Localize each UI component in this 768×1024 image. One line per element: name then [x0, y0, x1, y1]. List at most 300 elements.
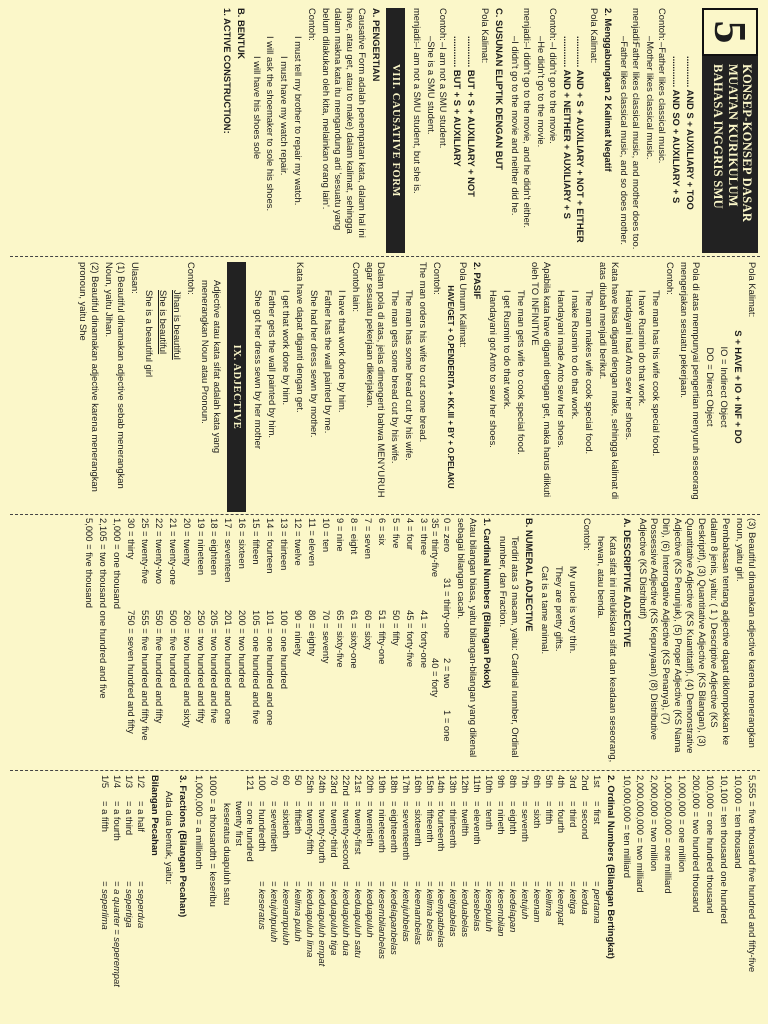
ordinal-number: 7th — [520, 775, 532, 789]
ordinal-row — [471, 775, 483, 1018]
section-heading: 1. Cardinal Numbers (Bilangan Pokok) — [482, 518, 494, 689]
ordinal-english: = seventieth — [269, 801, 281, 852]
example-line: –Mother likes classical music. — [645, 36, 657, 160]
example-line: –He didn't go to the movie. — [535, 36, 547, 148]
title-line: KONSEP-KONSEP DASAR — [740, 64, 754, 223]
example-line: Cat is a tame animal. — [540, 566, 551, 655]
ordinal-indonesian: = kedelapan — [508, 881, 520, 933]
ordinal-indonesian: = keseratus — [257, 881, 269, 930]
cardinal-item: 260 = two hundred and sixty — [181, 610, 193, 728]
cardinal-item: 21 = twenty-one — [167, 518, 179, 585]
cardinal-item: 5 = five — [390, 518, 402, 549]
example-line: The man makes wife cook special food. — [583, 290, 595, 455]
ordinal-english: = twelfth — [460, 801, 472, 837]
section-heading: C. SUSUNAN ELIPTIK DENGAN BUT — [493, 8, 505, 170]
ordinal-number: 22nd — [341, 775, 352, 796]
cardinal-item: 12 = twelve — [293, 518, 305, 566]
example-line: They are pretty gifts. — [553, 566, 565, 652]
ordinal-row — [531, 775, 543, 1018]
cardinal-item: 105 = one hundred and five — [251, 610, 263, 725]
ordinal-english: = first — [591, 801, 603, 825]
ordinal-indonesian: = kedelapanbelas — [388, 881, 400, 955]
example-line: I make Rusmin to do that work. — [569, 290, 581, 420]
ordinal-indonesian: = keenam — [532, 881, 543, 923]
cardinal-item: 100 = one hundred — [279, 610, 291, 689]
cardinal-item: 61 = sixty-one — [348, 610, 360, 669]
paragraph: Apabila kata have diganti dengan get, maka harus diikuti oleh TO INFINITIVE — [530, 262, 553, 498]
example-line: I get Rusmin to do that work. — [502, 290, 514, 410]
example — [630, 8, 642, 253]
number-line: 10,000 = ten thousand — [733, 775, 745, 869]
number-cell: 40 = forty — [430, 658, 442, 698]
ordinal-number: 5th — [543, 775, 555, 789]
ordinal-number: 14th — [436, 775, 448, 794]
ordinal-indonesian: = keduabelas — [460, 881, 472, 938]
ordinal-row — [280, 775, 292, 1018]
example-line: The man has his wife cook special food. — [651, 290, 663, 457]
number-line: 100,000 = one hundred thousand — [705, 775, 717, 914]
fraction-row — [123, 775, 135, 1018]
example-line: Jihan is beautiful — [171, 290, 183, 360]
label: Pola Kalimat: — [479, 8, 491, 64]
label: Contoh: — [185, 262, 197, 295]
example — [656, 8, 668, 253]
chapter-number: 5 — [702, 8, 758, 56]
fraction-row — [135, 775, 147, 1018]
number-line: 1,000 = one thousand — [111, 518, 123, 609]
ordinal-indonesian: = keduapuluh lima — [305, 881, 317, 958]
label: Pola Umum Kalimat: — [458, 262, 470, 348]
sub-heading: Bilangan Pecahan — [149, 775, 161, 856]
ordinal-number: 18th — [388, 775, 400, 794]
ordinal-indonesian: = kelima — [543, 881, 555, 917]
paragraph: Kata have bisa diganti dengan make, sehingga kalimat di atas diubah menjadi berikut. — [597, 262, 621, 500]
ordinal-indonesian: = keduapuluh satu — [352, 881, 364, 958]
ordinal-english: = fourth — [555, 801, 567, 834]
ordinal-row — [507, 775, 519, 1018]
ordinal-indonesian: = ketujuh — [520, 881, 532, 920]
cardinal-item: 555 = five hundred and fifty five — [139, 610, 151, 741]
cardinal-item: 14 = fourteen — [265, 518, 277, 574]
ordinal-english: = twenty-third — [329, 801, 341, 858]
number-cell: 35 = thirty-five — [430, 518, 442, 578]
number-line: 2,105 = two thousand one hundred and five — [98, 518, 109, 699]
example-line: –Father likes classical music, and so does mother. — [619, 36, 631, 245]
ordinal-row — [424, 775, 436, 1018]
cardinal-item: 8 = eight — [348, 518, 360, 555]
example — [411, 8, 423, 253]
ordinal-number: 60 — [281, 775, 293, 786]
example-line: My uncle is very thin. — [567, 566, 579, 654]
ordinal-number: 100 — [257, 775, 269, 791]
cardinal-item: 6 = six — [376, 518, 388, 546]
title-box — [702, 8, 758, 253]
ordinal-english: = sixth — [532, 801, 543, 829]
ordinal-indonesian: = ketigabelas — [448, 881, 460, 937]
example-line: I will ask the shoemaker to sole his shoes. — [265, 36, 277, 212]
ordinal-english: = seventh — [520, 801, 532, 842]
fraction-indonesian: = seperdua — [136, 881, 147, 929]
number-cell: 0 = zero — [442, 518, 454, 553]
paragraph: Dalam pola di atas, jelas dimengerti bahwa MENYURUH agar sesuatu pekerjaan dikerjakan. — [364, 262, 388, 498]
ordinal-english: = eighteenth — [388, 801, 400, 853]
ordinal-english: = twenty-fourth — [317, 801, 329, 864]
paragraph: Kata have dapat diganti dengan get. — [294, 262, 306, 413]
ordinal-number: 20th — [364, 775, 376, 794]
pattern: ............ AND + NEITHER + AUXILIARY + S — [561, 36, 573, 219]
sub-heading: 1. ACTIVE CONSTRUCTION: — [221, 8, 233, 134]
formula: S + HAVE + IO + INF + DO — [733, 330, 745, 444]
section-heading: 2. Menggabungkan 2 Kalimat Negatif — [603, 8, 615, 172]
ordinal-number: 16th — [412, 775, 424, 794]
ordinal-english: = tenth — [484, 801, 496, 830]
example-line: Handayani made Anto sew her shoes. — [555, 290, 567, 448]
cardinal-item: 205 = two hundred and five — [209, 610, 221, 724]
ordinal-row — [304, 775, 316, 1018]
cardinal-item: 201 = two hundred and one — [223, 610, 235, 725]
paragraph: (3) Beautiful dinamakan adjective karena menerangkan noun, yaitu girl. — [735, 518, 758, 748]
ordinal-english: = fiftieth — [293, 801, 305, 835]
ordinal-number: 24th — [317, 775, 329, 794]
paragraph: Pembahasan tentang adjective dapat diklompokkan ke dalam 8 jenis, yaitu: ( 1 ) Descriptive Adjective (KS Deskriptif), (3) Quantitative Adjective (KS Bilangan), (3) Quantitative Adjective (KS Kuantitatif), (4) Demonstrative Adjective (KS Penunjuk), (5) Proper Adjective (KS Nama Diri), (6) Interrogative Adjective (KS Penanya), (7) Possessive Adjective (KS Kepunyaan) (8) Distributive Adjective (KS Distributif) — [637, 518, 733, 754]
cardinal-item: 16 = sixteen — [237, 518, 249, 569]
cardinal-item: 3 = three — [418, 518, 430, 556]
ordinal-row — [400, 775, 412, 1018]
column-divider — [10, 514, 760, 515]
paragraph: Adjective atau kata sifat adalah kata yang menerangkan Noun atau Pronoun. — [199, 280, 223, 454]
number-row — [442, 518, 454, 766]
example-line: The man gets some bread cut by his wife. — [390, 290, 402, 464]
cardinal-item: 80 = eighty — [307, 610, 319, 657]
paragraph: Atau bilangan biasa, yaitu bilangan-bilangan yang dikenal sebagai bilangan cacah. — [456, 518, 480, 758]
ordinal-english: = third — [567, 801, 579, 828]
ordinal-english: = eleventh — [472, 801, 484, 845]
formula: HAVE/GET + O.PENDERITA + KK.III + BY + O.PELAKU — [446, 285, 456, 489]
ordinal-number: 3rd — [567, 775, 579, 789]
label: Contoh lain: — [350, 262, 362, 313]
ordinal-number: 70 — [269, 775, 281, 786]
fraction-english: = a fourth — [112, 801, 124, 841]
ordinal-row — [543, 775, 555, 1018]
ordinal-indonesian: = kelima puluh — [293, 881, 305, 942]
number-line: 2,000,000,000 = two milliard — [635, 775, 647, 893]
column-1 — [13, 8, 758, 253]
text: –Father likes classical music. — [657, 42, 669, 164]
ordinal-english: = fifth — [543, 801, 555, 825]
ordinal-row — [388, 775, 400, 1018]
paragraph: Causative Form adalah penempatan kata, dalam hal ini have, atau get, atau to make) dalam kalimat, sehingga dalam makna kata itu mengandung arti 'sesuatu yang belum dilakukan oleh kita, melainkan orang lain'. — [321, 8, 369, 238]
paragraph: Terdiri atas 3 macam, yaitu: Cardinal number, Ordinal number, dan Fraction. — [498, 536, 522, 758]
cardinal-item: 90 = ninety — [293, 610, 305, 657]
title-line: MUATAN KURIKULUM — [725, 64, 740, 207]
ordinal-indonesian: = keempatbelas — [436, 881, 448, 948]
ordinal-indonesian: = kesembilan — [496, 881, 508, 937]
cardinal-item: 19 = nineteen — [195, 518, 207, 576]
fraction-number: 1/3 — [124, 775, 136, 789]
cardinal-item: 65 = sixty-five — [334, 610, 346, 668]
ordinal-row — [591, 775, 603, 1018]
ordinal-row — [579, 775, 591, 1018]
number-cell: 2 = two — [442, 658, 454, 689]
number-line: 2,000,000 = two million — [649, 775, 661, 872]
ordinal-line: 1000 = a thousandth = keseribu — [207, 775, 219, 907]
number-line: 5,000 = five thousand — [84, 518, 96, 608]
ordinal-indonesian — [233, 881, 257, 1018]
ordinal-line: 1,000,000 = a millionth — [193, 775, 205, 870]
cardinal-item: 50 = fifty — [390, 610, 402, 646]
ordinal-indonesian: = pertama — [591, 881, 603, 924]
section-heading: 3. Fractions (Bilangan Pecahan) — [177, 775, 189, 918]
column-divider — [10, 770, 760, 771]
ordinal-row — [448, 775, 460, 1018]
ordinal-row — [292, 775, 304, 1018]
paragraph: (1) Beautiful dinamakan adjective sebab menerangkan Noun, yaitu Jihan. — [104, 262, 128, 489]
example-line: –I didn't go to the movie and neither did he. — [509, 36, 521, 216]
ordinal-number: 121 — [245, 775, 257, 791]
ordinal-number: 1st — [591, 775, 603, 788]
text: –I didn't go to the movie, and he didn't either. — [521, 42, 533, 228]
ordinal-number: 15th — [424, 775, 436, 794]
fraction-indonesian: = seperlima — [100, 881, 112, 930]
ordinal-english: = nineth — [496, 801, 508, 835]
ordinal-indonesian: = kesepuluh — [484, 881, 496, 932]
ordinal-row — [352, 775, 364, 1018]
label: menjadi: — [412, 8, 424, 44]
example-line: I have that work done by him. — [336, 290, 348, 413]
ordinal-row — [519, 775, 531, 1018]
ordinal-row — [567, 775, 579, 1018]
ordinal-english: = twenty-first — [352, 801, 364, 855]
ordinal-english: = twentieth — [364, 801, 376, 847]
ordinal-indonesian: = keduapuluh dua — [341, 881, 352, 956]
fraction-indonesian: = a quarter = seperempat — [112, 881, 124, 987]
ordinal-indonesian: = keenampuluh — [281, 881, 293, 946]
ordinal-row — [257, 775, 269, 1018]
column-4 — [13, 775, 758, 1018]
paragraph: Ada dua bentuk, yaitu: — [163, 791, 175, 885]
ordinal-row — [364, 775, 376, 1018]
text: Father likes classical music, and mother does too. — [631, 42, 643, 250]
cardinal-item: 15 = fifteen — [251, 518, 263, 565]
example-line: She had her dress sewn by mother. — [308, 290, 320, 438]
chapter-title — [702, 56, 758, 253]
example — [437, 8, 449, 253]
example-line: I must have my watch repair. — [279, 56, 291, 176]
ordinal-row — [459, 775, 471, 1018]
cardinal-item: 70 = seventy — [321, 610, 332, 664]
ordinal-number: 21st — [352, 775, 364, 793]
text: –I am not a SMU student, but she is. — [412, 42, 424, 194]
section-heading: A. PENGERTIAN — [370, 8, 382, 82]
example-line: The man has some bread cut by his wife. — [404, 290, 416, 461]
example-line: Father has the wall painted by me. — [322, 290, 334, 434]
cardinal-item: 101 = one hundred and one — [265, 610, 277, 726]
fraction-number: 1/5 — [100, 775, 112, 789]
ordinal-number: 12th — [460, 775, 472, 794]
ordinal-list — [233, 775, 603, 1018]
ordinal-indonesian: = keenambelas — [412, 881, 424, 945]
section-heading: B. BENTUK — [235, 8, 247, 60]
label: Contoh: — [432, 262, 444, 295]
ordinal-english: = twenty-second — [341, 801, 352, 870]
ordinal-indonesian: = ketujuhbelas — [400, 881, 412, 942]
ordinal-row — [555, 775, 567, 1018]
formula-note: DO = Direct Object — [705, 347, 717, 427]
ordinal-row — [376, 775, 388, 1018]
cardinal-item: 60 = sixty — [362, 610, 374, 650]
cardinal-list-a — [123, 518, 430, 604]
section-band: IX. ADJECTIVE — [227, 262, 246, 512]
ordinal-row — [340, 775, 352, 1018]
pattern: ............ BUT + S + AUXILIARY + NOT — [466, 36, 477, 197]
example-line: She is beautiful — [158, 290, 170, 355]
cardinal-item: 41 = forty-one — [418, 610, 430, 669]
ordinal-english: = seventeenth — [400, 801, 412, 861]
number-line: 200,000 = two hundred thousand — [691, 775, 703, 913]
label: Contoh: — [581, 518, 593, 551]
fraction-number: 1/2 — [136, 775, 147, 789]
example-line: Handayani got Anto to sew her shoes. — [488, 290, 500, 448]
paragraph: (2) Beautiful dinamakan adjective karena menerangkan pronoun, yaitu She — [78, 262, 102, 492]
example-line: She got her dress sewn by her mother — [253, 290, 265, 449]
ordinal-number: 50 — [293, 775, 305, 786]
section-heading: B. NUMERAL ADJECTIVE — [524, 518, 536, 632]
example-line: I must tell my brother to repair my watch. — [293, 36, 305, 206]
title-line: BAHASA INGGRIS SMU — [711, 64, 726, 210]
number-line: 5,555 = five thousand five hundred and fifty-five — [747, 775, 758, 973]
ordinal-row — [316, 775, 328, 1018]
ordinal-number: 13th — [448, 775, 460, 794]
cardinal-item: 25 = twenty-five — [139, 518, 151, 584]
cardinal-item: 750 = seven hundred and fifty — [125, 610, 137, 734]
example-line: Father gets the wall painted by him. — [266, 290, 278, 438]
section-band: VIII. CAUSATIVE FORM — [386, 8, 405, 253]
cardinal-item: 18 = eighteen — [209, 518, 221, 576]
ordinal-indonesian: = kesembilanbelas — [376, 881, 388, 959]
fraction-english: = a fifth — [100, 801, 112, 833]
label: Pola Kalimat: — [747, 262, 758, 318]
paragraph: Kata sifat ini melukiskan sifat dan keadaan seseorang, hewan, atau benda. — [595, 536, 619, 763]
cardinal-item: 550 = five hundred and fifty — [153, 610, 165, 724]
ordinal-number: 4th — [555, 775, 567, 789]
ordinal-indonesian: = keempat — [555, 881, 567, 926]
example-line: I get that work done by him. — [280, 290, 292, 406]
ordinal-english: = second — [579, 801, 591, 840]
text: –I didn't go to the movie. — [547, 42, 559, 144]
label: Contoh: — [657, 8, 669, 41]
section-heading: A. DESCRIPTIVE ADJECTIVE — [621, 518, 633, 648]
cardinal-item: 20 = twenty — [181, 518, 193, 567]
cardinal-item: 13 = thirteen — [279, 518, 291, 571]
ordinal-indonesian: = kelima belas — [424, 881, 436, 942]
cardinal-grid — [123, 518, 430, 766]
fraction-row — [99, 775, 111, 1018]
ordinal-row — [328, 775, 340, 1018]
column-2 — [13, 262, 758, 512]
paragraph: Pola di atas mempunyai pengertian menyuruh seseorang mengerjakan sesuatu pekerjaan. — [679, 262, 703, 500]
cardinal-item: 51 = fifty-one — [376, 610, 388, 665]
ordinal-number: 23rd — [329, 775, 341, 794]
ordinal-row — [268, 775, 280, 1018]
ordinal-english: = sixtieth — [281, 801, 293, 839]
label: Contoh: — [438, 8, 450, 41]
label: Contoh: — [665, 262, 677, 295]
label: Ulasan: — [130, 262, 142, 294]
ordinal-english: = eighth — [508, 801, 520, 835]
example-line: I have Rusmin do that work. — [637, 290, 649, 407]
example-line: I will have his shoes sole — [251, 56, 263, 160]
ordinal-english: = fifteenth — [424, 801, 436, 843]
ordinal-number: 6th — [532, 775, 543, 789]
ordinal-indonesian: = ketiga — [567, 881, 579, 915]
ordinal-number: 2nd — [579, 775, 591, 791]
ordinal-number: 17th — [400, 775, 412, 794]
ordinal-indonesian: = keduapuluh — [364, 881, 376, 938]
number-line: 10,100 = ten thousand one hundred — [719, 775, 731, 924]
cardinal-item: 7 = seven — [362, 518, 374, 559]
number-cell: 31 = thirty-one — [442, 578, 454, 639]
example-line: She is a beautiful girl — [144, 290, 156, 378]
number-line: 1,000,000,000 = one milliard — [663, 775, 675, 894]
example — [547, 8, 559, 253]
text: –I am not a SMU student. — [438, 42, 450, 149]
ordinal-indonesian: = keduapuluh tiga — [329, 881, 341, 956]
column-divider — [10, 256, 760, 257]
ordinal-english: = hundredth — [257, 801, 269, 852]
section-heading: 2. Ordinal Numbers (Bilangan Bertingkat) — [605, 775, 617, 959]
cardinal-item: 200 = two hundred — [237, 610, 249, 688]
ordinal-english: = thirteenth — [448, 801, 460, 849]
number-cell: 1 = one — [442, 710, 454, 742]
ordinal-indonesian: = ketujuhpuluh — [269, 881, 281, 943]
cardinal-item: 9 = nine — [334, 518, 346, 552]
cardinal-item: 22 = twenty-two — [153, 518, 165, 584]
ordinal-english: = twenty-fifth — [305, 801, 317, 855]
fraction-row — [111, 775, 123, 1018]
number-line: 1,000,000 = one million — [677, 775, 689, 873]
ordinal-number: 19th — [376, 775, 388, 794]
ordinal-indonesian: = kesebelas — [472, 881, 484, 932]
ordinal-english: = one hundred twenty first — [233, 801, 257, 862]
label: menjadi: — [521, 8, 533, 44]
ordinal-row — [436, 775, 448, 1018]
example-line: The man gets wife to cook special food. — [516, 290, 528, 455]
pattern: ............ AND SO + AUXILIARY + S — [671, 56, 683, 204]
ordinal-number: 9th — [496, 775, 508, 789]
ordinal-row — [412, 775, 424, 1018]
ordinal-indonesian: = kedua — [579, 881, 591, 915]
label: Contoh: — [307, 8, 319, 41]
example-line: The man orders his wife to cut some bread. — [418, 262, 430, 443]
ordinal-english: = nineteenth — [376, 801, 388, 853]
ordinal-number: 25th — [305, 775, 317, 794]
ordinal-english: = fourteenth — [436, 801, 448, 852]
example-line: Handayani had Anto sew her shoes. — [623, 290, 635, 441]
cardinal-item: 250 = two hundred and fifty — [195, 610, 207, 724]
cardinal-list-b — [123, 610, 430, 766]
cardinal-item: 45 = forty-five — [404, 610, 416, 668]
fraction-number: 1/4 — [112, 775, 124, 789]
ordinal-number: 11th — [472, 775, 484, 793]
label: Pola Kalimat: — [589, 8, 601, 64]
pattern: ............ AND S + AUXILIARY + TOO — [685, 56, 696, 210]
ordinal-number: 10th — [484, 775, 496, 794]
cardinal-item: 10 = ten — [321, 518, 332, 553]
example — [521, 8, 533, 253]
label: Contoh: — [547, 8, 559, 41]
formula-note: IO = Indirect Object — [719, 346, 731, 428]
fraction-english: = a half — [136, 801, 147, 833]
